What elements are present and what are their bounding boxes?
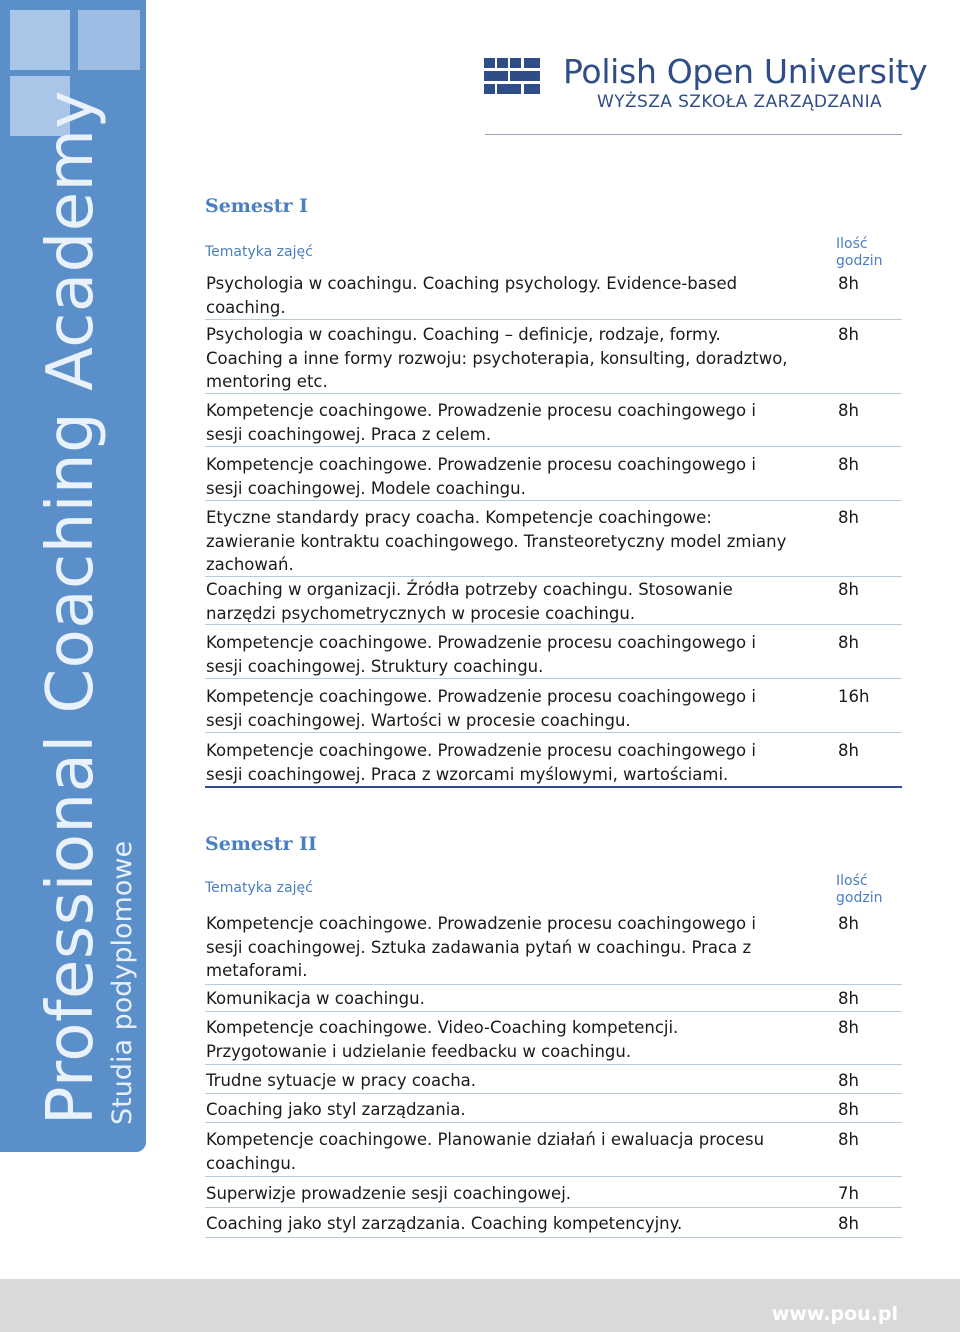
row-hours: 8h — [838, 1071, 859, 1090]
table-row — [205, 629, 902, 679]
row-hours: 8h — [838, 455, 859, 474]
header-divider — [485, 134, 902, 135]
table-row — [205, 1096, 902, 1123]
website-link[interactable]: www.pou.pl — [771, 1303, 898, 1325]
row-hours: 8h — [838, 325, 859, 344]
row-hours: 8h — [838, 580, 859, 599]
row-hours: 8h — [838, 1130, 859, 1149]
row-hours: 7h — [838, 1184, 859, 1203]
hours-column-header: Ilość godzin — [836, 873, 883, 906]
table-row — [205, 270, 902, 320]
row-topic: Trudne sytuacje w pracy coacha. — [206, 1071, 477, 1090]
row-hours: 16h — [838, 687, 870, 706]
row-hours: 8h — [838, 914, 859, 933]
table-row — [205, 737, 902, 788]
semester-title: Semestr I — [205, 195, 308, 217]
hours-column-header: Ilość godzin — [836, 236, 883, 269]
row-hours: 8h — [838, 508, 859, 527]
row-topic: Kompetencje coachingowe. Prowadzenie procesu coachingowego i sesji coachingowej. Sztuka zadawania pytań w coachingu. Praca z metaforami. — [206, 914, 756, 980]
row-topic: Coaching jako styl zarządzania. Coaching kompetencyjny. — [206, 1214, 683, 1233]
sidebar-subtitle: Studia podyplomowe — [107, 840, 138, 1125]
semester-1-section — [205, 195, 902, 795]
row-hours: 8h — [838, 741, 859, 760]
table-row — [205, 910, 902, 985]
table-row — [205, 1014, 902, 1065]
semester-title: Semestr II — [205, 833, 317, 855]
row-hours: 8h — [838, 274, 859, 293]
sidebar-banner — [0, 0, 146, 1152]
decor-square — [78, 10, 140, 70]
row-hours: 8h — [838, 1018, 859, 1037]
university-logo-icon — [484, 58, 540, 94]
table-row — [205, 683, 902, 733]
topic-column-header: Tematyka zajęć — [205, 880, 313, 896]
logo-title: Polish Open University — [563, 52, 928, 91]
row-topic: Etyczne standardy pracy coacha. Kompetencje coachingowe: zawieranie kontraktu coachingowego. Transteoretyczny model zmiany zachowań. — [206, 508, 787, 574]
table-row — [205, 1126, 902, 1177]
topic-column-header: Tematyka zajęć — [205, 244, 313, 260]
sidebar-title: Professional Coaching Academy — [34, 90, 108, 1125]
row-hours: 8h — [838, 401, 859, 420]
row-topic: Kompetencje coachingowe. Prowadzenie procesu coachingowego i sesji coachingowej. Praca z celem. — [206, 401, 756, 444]
row-hours: 8h — [838, 1214, 859, 1233]
table-row — [205, 504, 902, 577]
row-topic: Kompetencje coachingowe. Prowadzenie procesu coachingowego i sesji coachingowej. Wartości w procesie coachingu. — [206, 687, 756, 730]
row-topic: Psychologia w coachingu. Coaching – definicje, rodzaje, formy. Coaching a inne formy rozwoju: psychoterapia, konsulting, doradztwo, mentoring etc. — [206, 325, 788, 391]
row-topic: Kompetencje coachingowe. Prowadzenie procesu coachingowego i sesji coachingowej. Modele coachingu. — [206, 455, 756, 498]
row-topic: Coaching jako styl zarządzania. — [206, 1100, 466, 1119]
row-topic: Komunikacja w coachingu. — [206, 989, 425, 1008]
row-topic: Psychologia w coachingu. Coaching psychology. Evidence-based coaching. — [206, 274, 738, 317]
row-topic: Kompetencje coachingowe. Prowadzenie procesu coachingowego i sesji coachingowej. Praca z wzorcami myślowymi, wartościami. — [206, 741, 756, 784]
row-hours: 8h — [838, 1100, 859, 1119]
table-row — [205, 451, 902, 501]
row-hours: 8h — [838, 633, 859, 652]
row-topic: Kompetencje coachingowe. Prowadzenie procesu coachingowego i sesji coachingowej. Struktury coachingu. — [206, 633, 756, 676]
table-row — [205, 321, 902, 394]
logo-subtitle: WYŻSZA SZKOŁA ZARZĄDZANIA — [597, 92, 883, 112]
table-row — [205, 397, 902, 447]
row-topic: Kompetencje coachingowe. Video-Coaching kompetencji. Przygotowanie i udzielanie feedbacku w coachingu. — [206, 1018, 679, 1061]
row-topic: Superwizje prowadzenie sesji coachingowej. — [206, 1184, 572, 1203]
row-topic: Kompetencje coachingowe. Planowanie działań i ewaluacja procesu coachingu. — [206, 1130, 765, 1173]
sidebar-vertical-title — [36, 90, 140, 1125]
row-hours: 8h — [838, 989, 859, 1008]
table-row — [205, 1210, 902, 1238]
footer-bar — [0, 1279, 960, 1332]
semester-2-section — [205, 833, 902, 1243]
table-row — [205, 576, 902, 625]
table-row — [205, 985, 902, 1012]
row-topic: Coaching w organizacji. Źródła potrzeby coachingu. Stosowanie narzędzi psychometrycznych w procesie coachingu. — [206, 580, 733, 623]
table-row — [205, 1067, 902, 1094]
table-row — [205, 1180, 902, 1208]
decor-square — [10, 10, 70, 70]
